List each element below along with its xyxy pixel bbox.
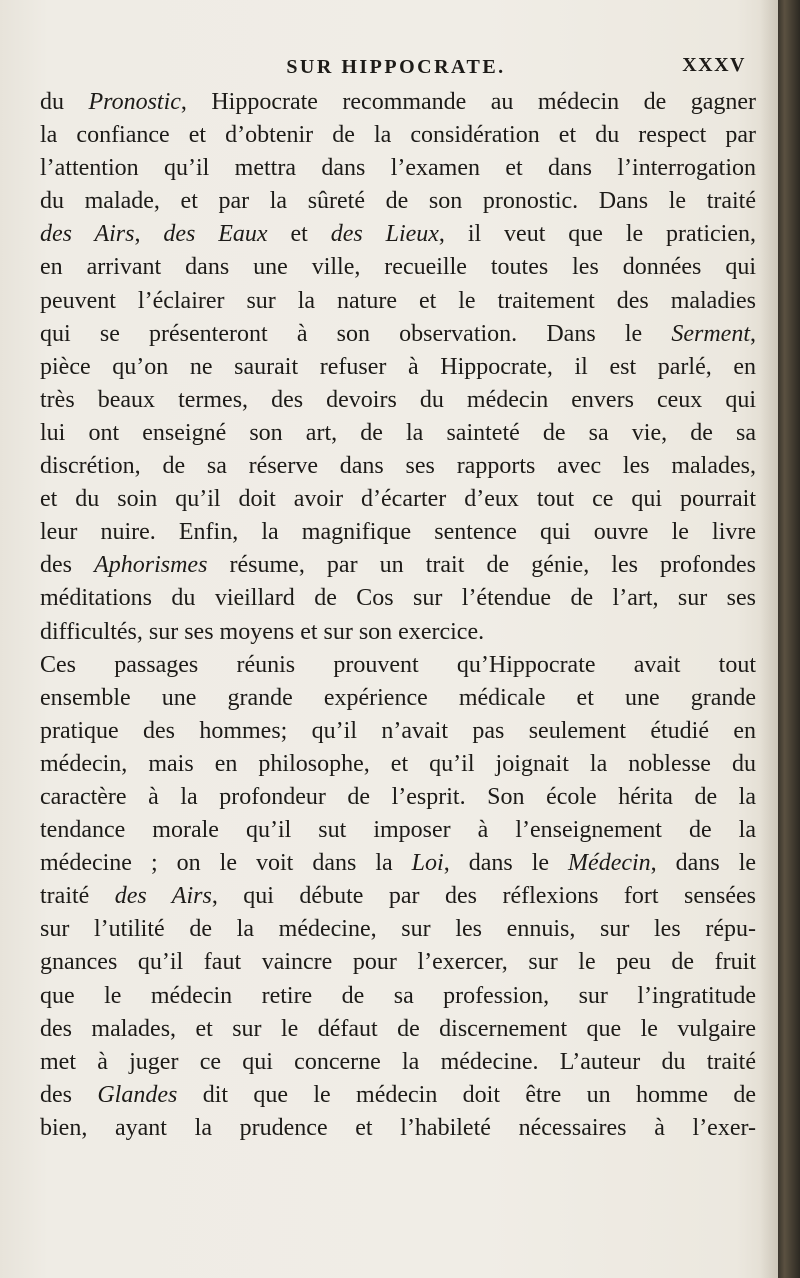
text-line [40, 119, 756, 152]
text-segment: du malade, et par la sûreté de son pronostic. Dans le traité [40, 188, 756, 215]
text-segment: en arrivant dans une ville, recueille toutes les données qui [40, 254, 756, 281]
text-line [40, 748, 756, 781]
text-line [40, 814, 756, 847]
text-line [40, 251, 756, 284]
text-line [40, 682, 756, 715]
text-segment: des malades, et sur le défaut de discernement que le vulgaire [40, 1015, 756, 1042]
italic-title: des Airs [114, 883, 212, 910]
text-line [40, 318, 756, 351]
text-line [40, 1046, 756, 1079]
italic-title: Pronostic [88, 89, 181, 115]
text-segment: très beaux termes, des devoirs du médecin envers ceux qui [40, 386, 756, 413]
text-line [40, 516, 756, 549]
text-segment: , [134, 221, 164, 248]
text-segment: met à juger ce qui concerne la médecine. L’auteur du traité [40, 1048, 756, 1075]
text-line [40, 715, 756, 748]
text-segment: bien, ayant la prudence et l’habileté nécessaires à l’exer- [40, 1114, 756, 1141]
page-header [40, 52, 752, 82]
italic-title: des Airs [40, 221, 135, 248]
page-number: XXXV [682, 54, 746, 76]
italic-title: Glandes [97, 1081, 178, 1108]
text-segment: discrétion, de sa réserve dans ses rapports avec les malades, [40, 453, 756, 480]
text-line [40, 847, 756, 880]
text-segment: , Hippocrate recommande au médecin de gagner [180, 89, 756, 115]
text-line [40, 980, 756, 1013]
text-segment: médecine ; on le voit dans la [40, 850, 412, 877]
text-line [40, 880, 756, 913]
text-line [40, 483, 756, 516]
text-segment: méditations du vieillard de Cos sur l’étendue de l’art, sur ses [40, 585, 756, 612]
page-gutter-shadow [760, 0, 778, 1278]
text-line [40, 185, 756, 218]
text-line [40, 218, 756, 251]
italic-title: Loi [411, 850, 444, 877]
text-segment: difficultés, sur ses moyens et sur son exercice. [40, 618, 485, 645]
text-segment: gnances qu’il faut vaincre pour l’exercer, sur le peu de fruit [40, 949, 756, 976]
text-segment: l’attention qu’il mettra dans l’examen et dans l’interrogation [40, 155, 756, 182]
text-segment: leur nuire. Enfin, la magnifique sentence qui ouvre le livre [40, 519, 756, 546]
book-edge [778, 0, 800, 1278]
text-segment: que le médecin retire de sa profession, sur l’ingratitude [40, 982, 756, 1009]
text-segment: Ces passages réunis prouvent qu’Hippocrate avait tout [40, 651, 756, 678]
text-line [40, 384, 756, 417]
text-line [40, 1079, 756, 1112]
text-segment: résume, par un trait de génie, les profondes [207, 552, 756, 579]
text-segment: , dans le [443, 850, 569, 877]
text-segment: caractère à la profondeur de l’esprit. Son école hérita de la [40, 783, 756, 810]
text-line [40, 86, 756, 119]
italic-title: Aphorismes [94, 552, 208, 579]
text-line [40, 351, 756, 384]
body-text [40, 86, 756, 1145]
text-segment: pièce qu’on ne saurait refuser à Hippocrate, il est parlé, en [40, 353, 756, 380]
text-line [40, 946, 756, 979]
text-segment: et [267, 221, 331, 248]
text-segment: dit que le médecin doit être un homme de [177, 1081, 756, 1108]
text-line [40, 450, 756, 483]
text-segment: tendance morale qu’il sut imposer à l’enseignement de la [40, 817, 756, 844]
text-segment: lui ont enseigné son art, de la sainteté de sa vie, de sa [40, 419, 756, 446]
text-line [40, 1112, 756, 1145]
text-line [40, 285, 756, 318]
text-segment: des [40, 552, 95, 579]
text-line [40, 913, 756, 946]
italic-title: des Lieux [330, 221, 439, 248]
italic-title: des Eaux [163, 221, 268, 248]
text-segment: , dans le [650, 850, 756, 877]
italic-title: Médecin [568, 850, 651, 877]
text-segment: du [40, 89, 89, 115]
text-line [40, 649, 756, 682]
text-segment: médecin, mais en philosophe, et qu’il joignait la noblesse du [40, 750, 756, 777]
text-line [40, 152, 756, 185]
text-segment: , [750, 320, 756, 347]
text-segment: traité [40, 883, 115, 910]
text-segment: des [40, 1081, 98, 1108]
text-segment: qui se présenteront à son observation. Dans le [40, 320, 672, 347]
text-segment: la confiance et d’obtenir de la considération et du respect par [40, 122, 756, 149]
text-line [40, 417, 756, 450]
text-segment: , qui débute par des réflexions fort sensées [211, 883, 756, 910]
text-line [40, 549, 756, 582]
text-segment: , il veut que le praticien, [438, 221, 756, 248]
text-line [40, 582, 756, 615]
text-segment: pratique des hommes; qu’il n’avait pas seulement étudié en [40, 717, 756, 744]
text-line [40, 616, 756, 649]
text-segment: ensemble une grande expérience médicale et une grande [40, 684, 756, 711]
text-segment: peuvent l’éclairer sur la nature et le traitement des maladies [40, 287, 756, 314]
running-title: SUR HIPPOCRATE. [286, 56, 506, 78]
italic-title: Serment [671, 320, 750, 347]
text-segment: sur l’utilité de la médecine, sur les ennuis, sur les répu- [40, 916, 756, 943]
text-line [40, 781, 756, 814]
text-line [40, 1013, 756, 1046]
text-segment: et du soin qu’il doit avoir d’écarter d’eux tout ce qui pourrait [40, 486, 756, 513]
